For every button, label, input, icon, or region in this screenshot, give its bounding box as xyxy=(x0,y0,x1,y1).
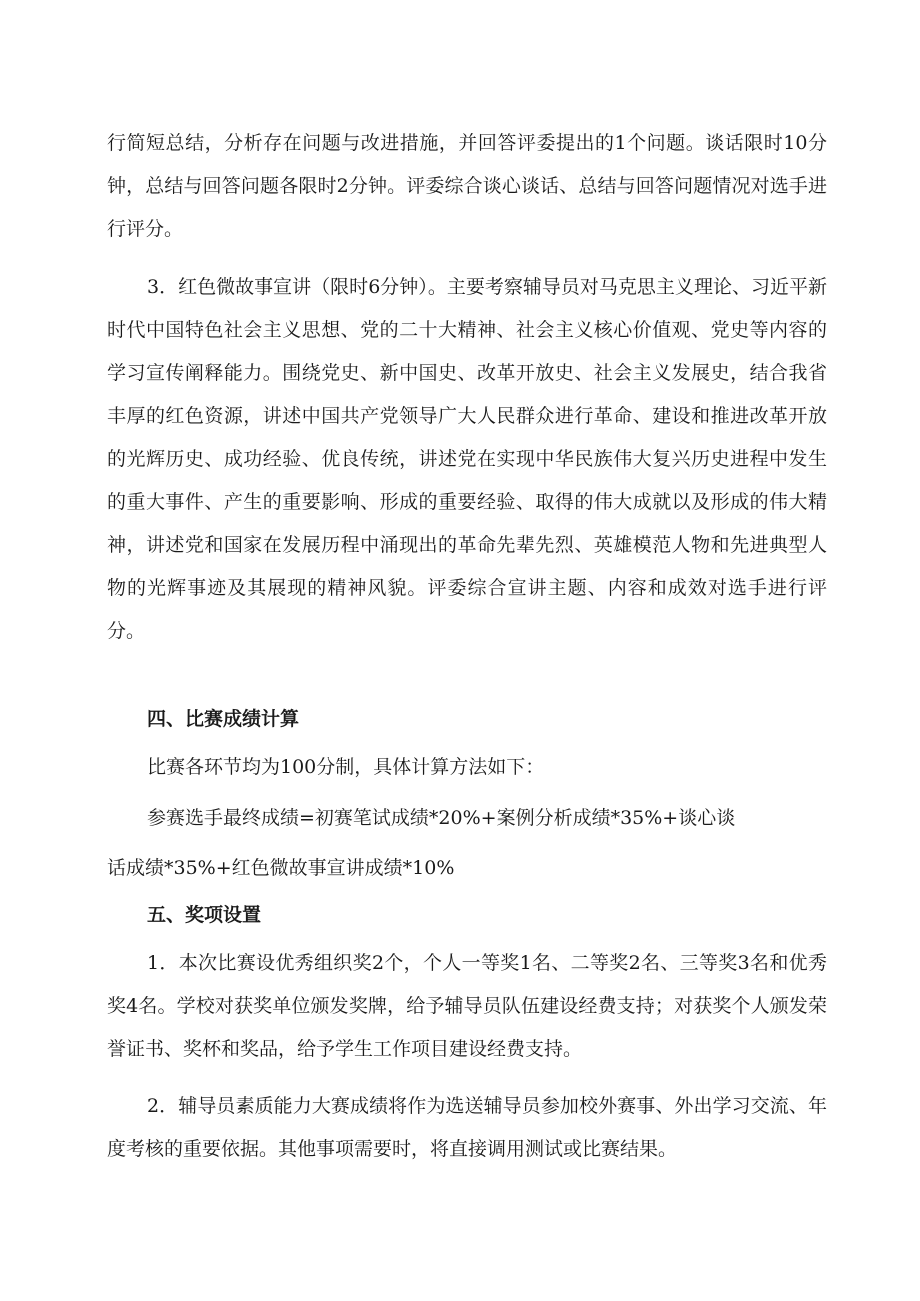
paragraph-red-story: 3．红色微故事宣讲（限时6分钟）。主要考察辅导员对马克思主义理论、习近平新时代中国特色社会主义思想、党的二十大精神、社会主义核心价值观、党史等内容的学习宣传阐释能力。围绕党史、新中国史、改革开放史、社会主义发展史，结合我省丰厚的红色资源，讲述中国共产党领导广大人民群众进行革命、建设和推进改革开放的光辉历史、成功经验、优良传统，讲述党在实现中华民族伟大复兴历史进程中发生的重大事件、产生的重要影响、形成的重要经验、取得的伟大成就以及形成的伟大精神，讲述党和国家在发展历程中涌现出的革命先辈先烈、英雄模范人物和先进典型人物的光辉事迹及其展现的精神风貌。评委综合宣讲主题、内容和成效对选手进行评分。 xyxy=(107,276,827,642)
formula-line-1: 参赛选手最终成绩=初赛笔试成绩*20%+案例分析成绩*35%+谈心谈 xyxy=(147,807,736,829)
paragraph-evaluation-talk: 行简短总结，分析存在问题与改进措施，并回答评委提出的1个问题。谈话限时10分钟，总结与回答问题各限时2分钟。评委综合谈心谈话、总结与回答问题情况对选手进行评分。 xyxy=(107,132,827,240)
formula-line-2: 话成绩*35%+红色微故事宣讲成绩*10% xyxy=(107,857,455,879)
paragraph-award-settings: 1．本次比赛设优秀组织奖2个，个人一等奖1名、二等奖2名、三等奖3名和优秀奖4名。学校对获奖单位颁发奖牌，给予辅导员队伍建设经费支持；对获奖个人颁发荣誉证书、奖杯和奖品，给予学生工作项目建设经费支持。 xyxy=(107,952,827,1060)
paragraph-result-usage: 2．辅导员素质能力大赛成绩将作为选送辅导员参加校外赛事、外出学习交流、年度考核的重要依据。其他事项需要时，将直接调用测试或比赛结果。 xyxy=(107,1095,827,1160)
paragraph-score-method: 比赛各环节均为100分制，具体计算方法如下： xyxy=(147,756,545,778)
section-heading-score-calculation: 四、比赛成绩计算 xyxy=(147,708,300,730)
section-heading-awards: 五、奖项设置 xyxy=(147,904,262,926)
